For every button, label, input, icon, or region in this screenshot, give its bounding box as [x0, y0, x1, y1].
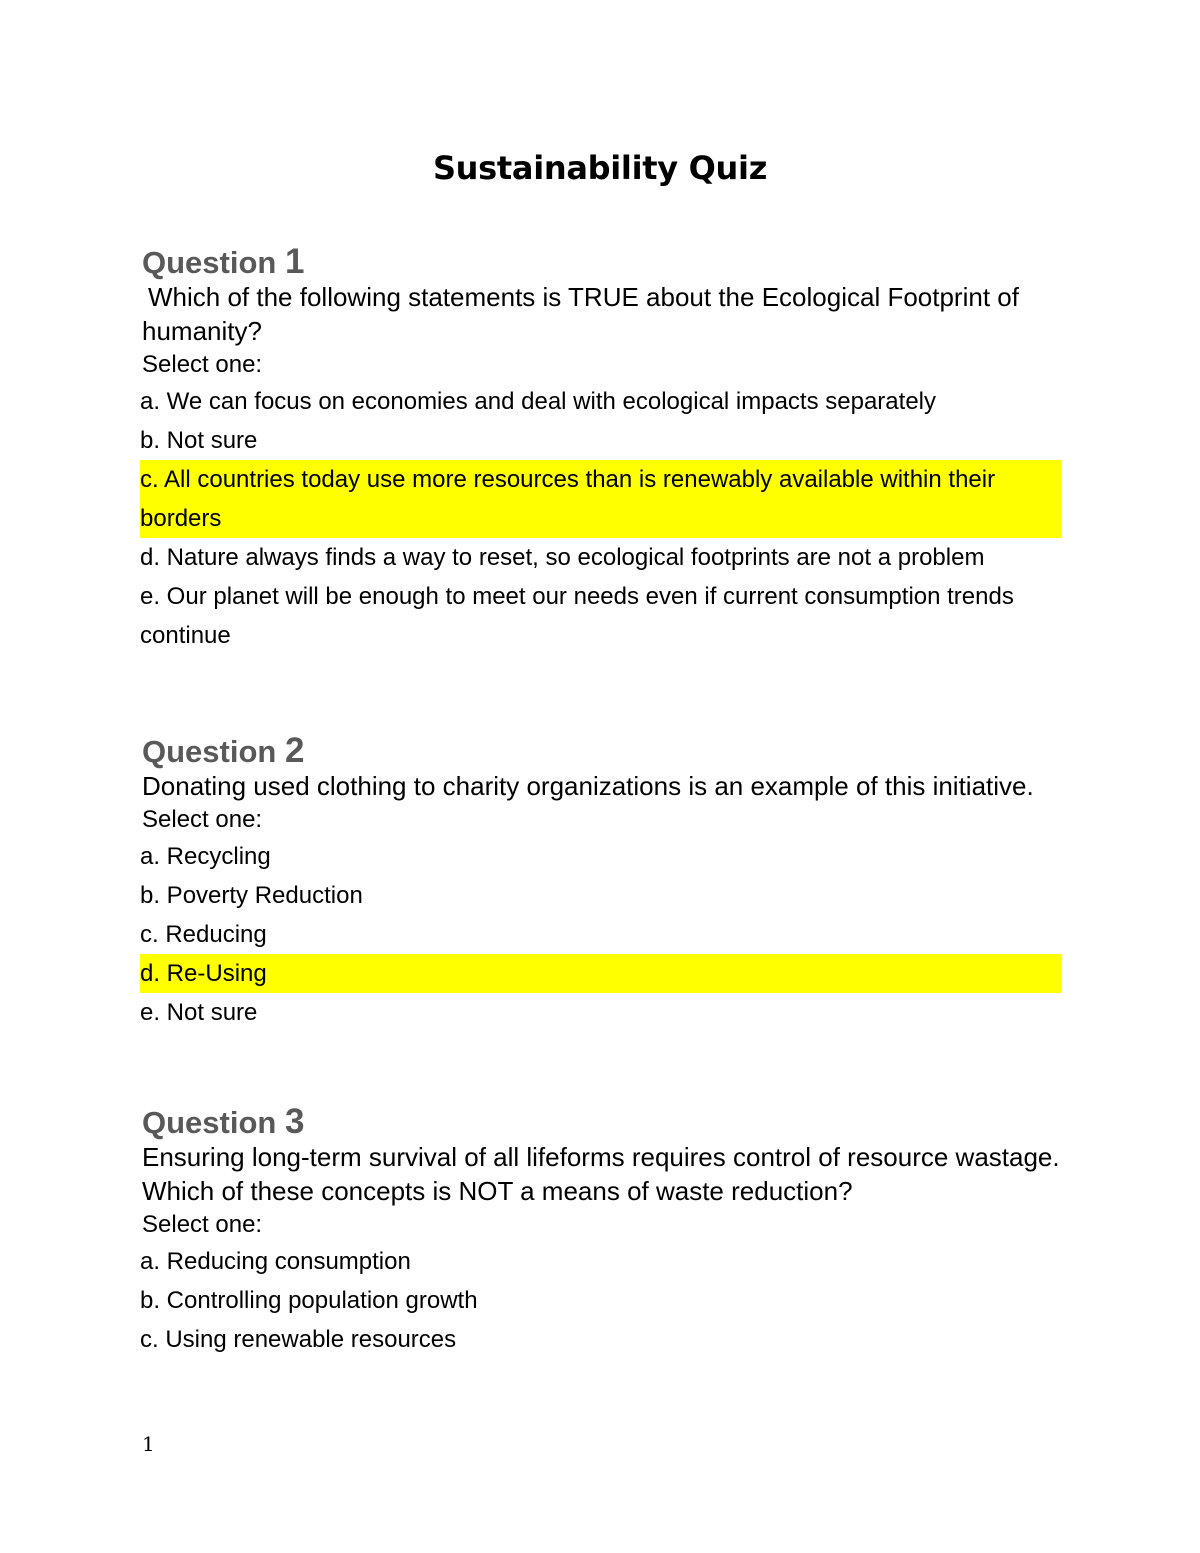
select-prompt: Select one:: [142, 351, 263, 378]
answer-option-b: b. Not sure: [140, 427, 258, 454]
answer-option-c: c. All countries today use more resources than is renewably available within their borders: [140, 460, 1062, 538]
answer-option-c: c. Using renewable resources: [140, 1326, 457, 1353]
question-label: Question: [142, 1105, 277, 1140]
question-heading: [142, 1104, 1062, 1140]
answer-option-a: a. We can focus on economies and deal with ecological impacts separately: [140, 388, 936, 415]
answer-option-a: a. Recycling: [140, 843, 271, 870]
question-number: 3: [284, 1102, 305, 1141]
question-text: Donating used clothing to charity organizations is an example of this initiative.: [142, 771, 1034, 801]
question-heading: [142, 244, 1062, 280]
answer-option-b: b. Poverty Reduction: [140, 882, 363, 909]
answer-option-e: e. Not sure: [140, 999, 258, 1026]
answer-option-d: d. Re-Using: [140, 954, 1062, 993]
answer-option-d: d. Nature always finds a way to reset, so ecological footprints are not a problem: [140, 544, 985, 571]
question-label: Question: [142, 734, 277, 769]
document-title: Sustainability Quiz: [432, 149, 768, 187]
select-prompt: Select one:: [142, 1211, 263, 1238]
question-text: Ensuring long-term survival of all lifeforms requires control of resource wastage. Which of these concepts is NOT a means of waste reduction?: [142, 1142, 1060, 1206]
question-text: Which of the following statements is TRUE about the Ecological Footprint of humanity?: [142, 282, 1019, 346]
question-2: [142, 733, 1062, 1032]
question-number: 1: [284, 242, 305, 281]
answer-option-c: c. Reducing: [140, 921, 267, 948]
question-number: 2: [284, 731, 305, 770]
answer-option-a: a. Reducing consumption: [140, 1248, 411, 1275]
question-3: [142, 1104, 1062, 1359]
select-prompt: Select one:: [142, 806, 263, 833]
page-number: 1: [142, 1432, 155, 1456]
question-1: [142, 244, 1062, 655]
question-heading: [142, 733, 1062, 769]
question-label: Question: [142, 245, 277, 280]
answer-option-b: b. Controlling population growth: [140, 1287, 478, 1314]
answer-option-e: e. Our planet will be enough to meet our needs even if current consumption trends continue: [140, 583, 1014, 649]
